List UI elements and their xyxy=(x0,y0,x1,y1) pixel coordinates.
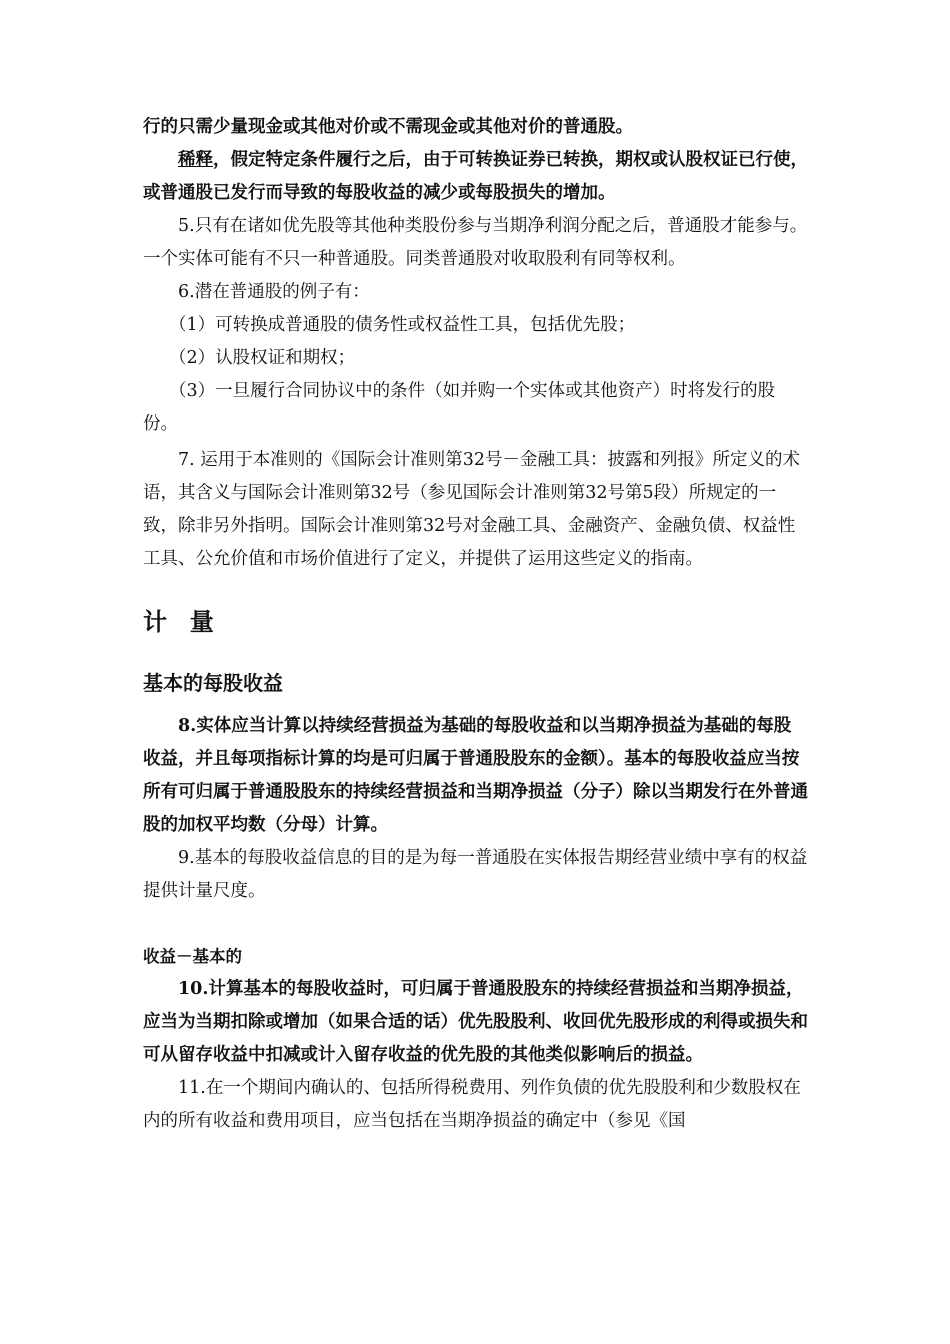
paragraph-10: 10.计算基本的每股收益时，可归属于普通股股东的持续经营损益和当期净损益，应当为当期扣除或增加（如果合适的话）优先股股利、收回优先股形成的利得或损失和可从留存收益中扣减或计入留存收益的优先股的其他类似影响后的损益。 xyxy=(143,979,808,1065)
heading-basic-eps: 基本的每股收益 xyxy=(143,671,283,695)
paragraph-5: 5.只有在诸如优先股等其他种类股份参与当期净利润分配之后，普通股才能参与。一个实体可能有不只一种普通股。同类普通股对收取股利有同等权利。 xyxy=(143,216,808,269)
definition-dilution xyxy=(143,144,808,210)
paragraph-11: 11.在一个期间内确认的、包括所得税费用、列作负债的优先股股利和少数股权在内的所有收益和费用项目，应当包括在当期净损益的确定中（参见《国 xyxy=(143,1078,801,1131)
heading-measurement: 计 量 xyxy=(143,608,216,636)
paragraph-6: 6.潜在普通股的例子有： xyxy=(178,282,370,302)
defined-term: 稀释 xyxy=(178,150,213,170)
document-page xyxy=(143,111,808,1138)
paragraph-9: 9.基本的每股收益信息的目的是为每一普通股在实体报告期经营业绩中享有的权益提供计量尺度。 xyxy=(143,848,808,901)
paragraph-8: 8.实体应当计算以持续经营损益为基础的每股收益和以当期净损益为基础的每股收益，并且每项指标计算的均是可归属于普通股股东的金额）。基本的每股收益应当按所有可归属于普通股股东的持续经营损益和当期净损益（分子）除以当期发行在外普通股的加权平均数（分母）计算。 xyxy=(143,716,808,835)
paragraph-continuation: 行的只需少量现金或其他对价或不需现金或其他对价的普通股。 xyxy=(143,117,633,137)
heading-earnings-basic: 收益－基本的 xyxy=(143,947,242,966)
list-item-1: （1）可转换成普通股的债务性或权益性工具，包括优先股； xyxy=(169,315,636,335)
definition-text: ，假定特定条件履行之后，由于可转换证券已转换，期权或认股权证已行使，或普通股已发行而导致的每股收益的减少或每股损失的增加。 xyxy=(143,150,808,203)
list-item-3: （3）一旦履行合同协议中的条件（如并购一个实体或其他资产）时将发行的股份。 xyxy=(143,381,776,434)
list-item-2: （2）认股权证和期权； xyxy=(169,348,356,368)
paragraph-7: 7. 运用于本准则的《国际会计准则第32号－金融工具：披露和列报》所定义的术语，其含义与国际会计准则第32号（参见国际会计准则第32号第5段）所规定的一致，除非另外指明。国际会计准则第32号对金融工具、金融资产、金融负债、权益性工具、公允价值和市场价值进行了定义，并提供了运用这些定义的指南。 xyxy=(143,450,801,569)
